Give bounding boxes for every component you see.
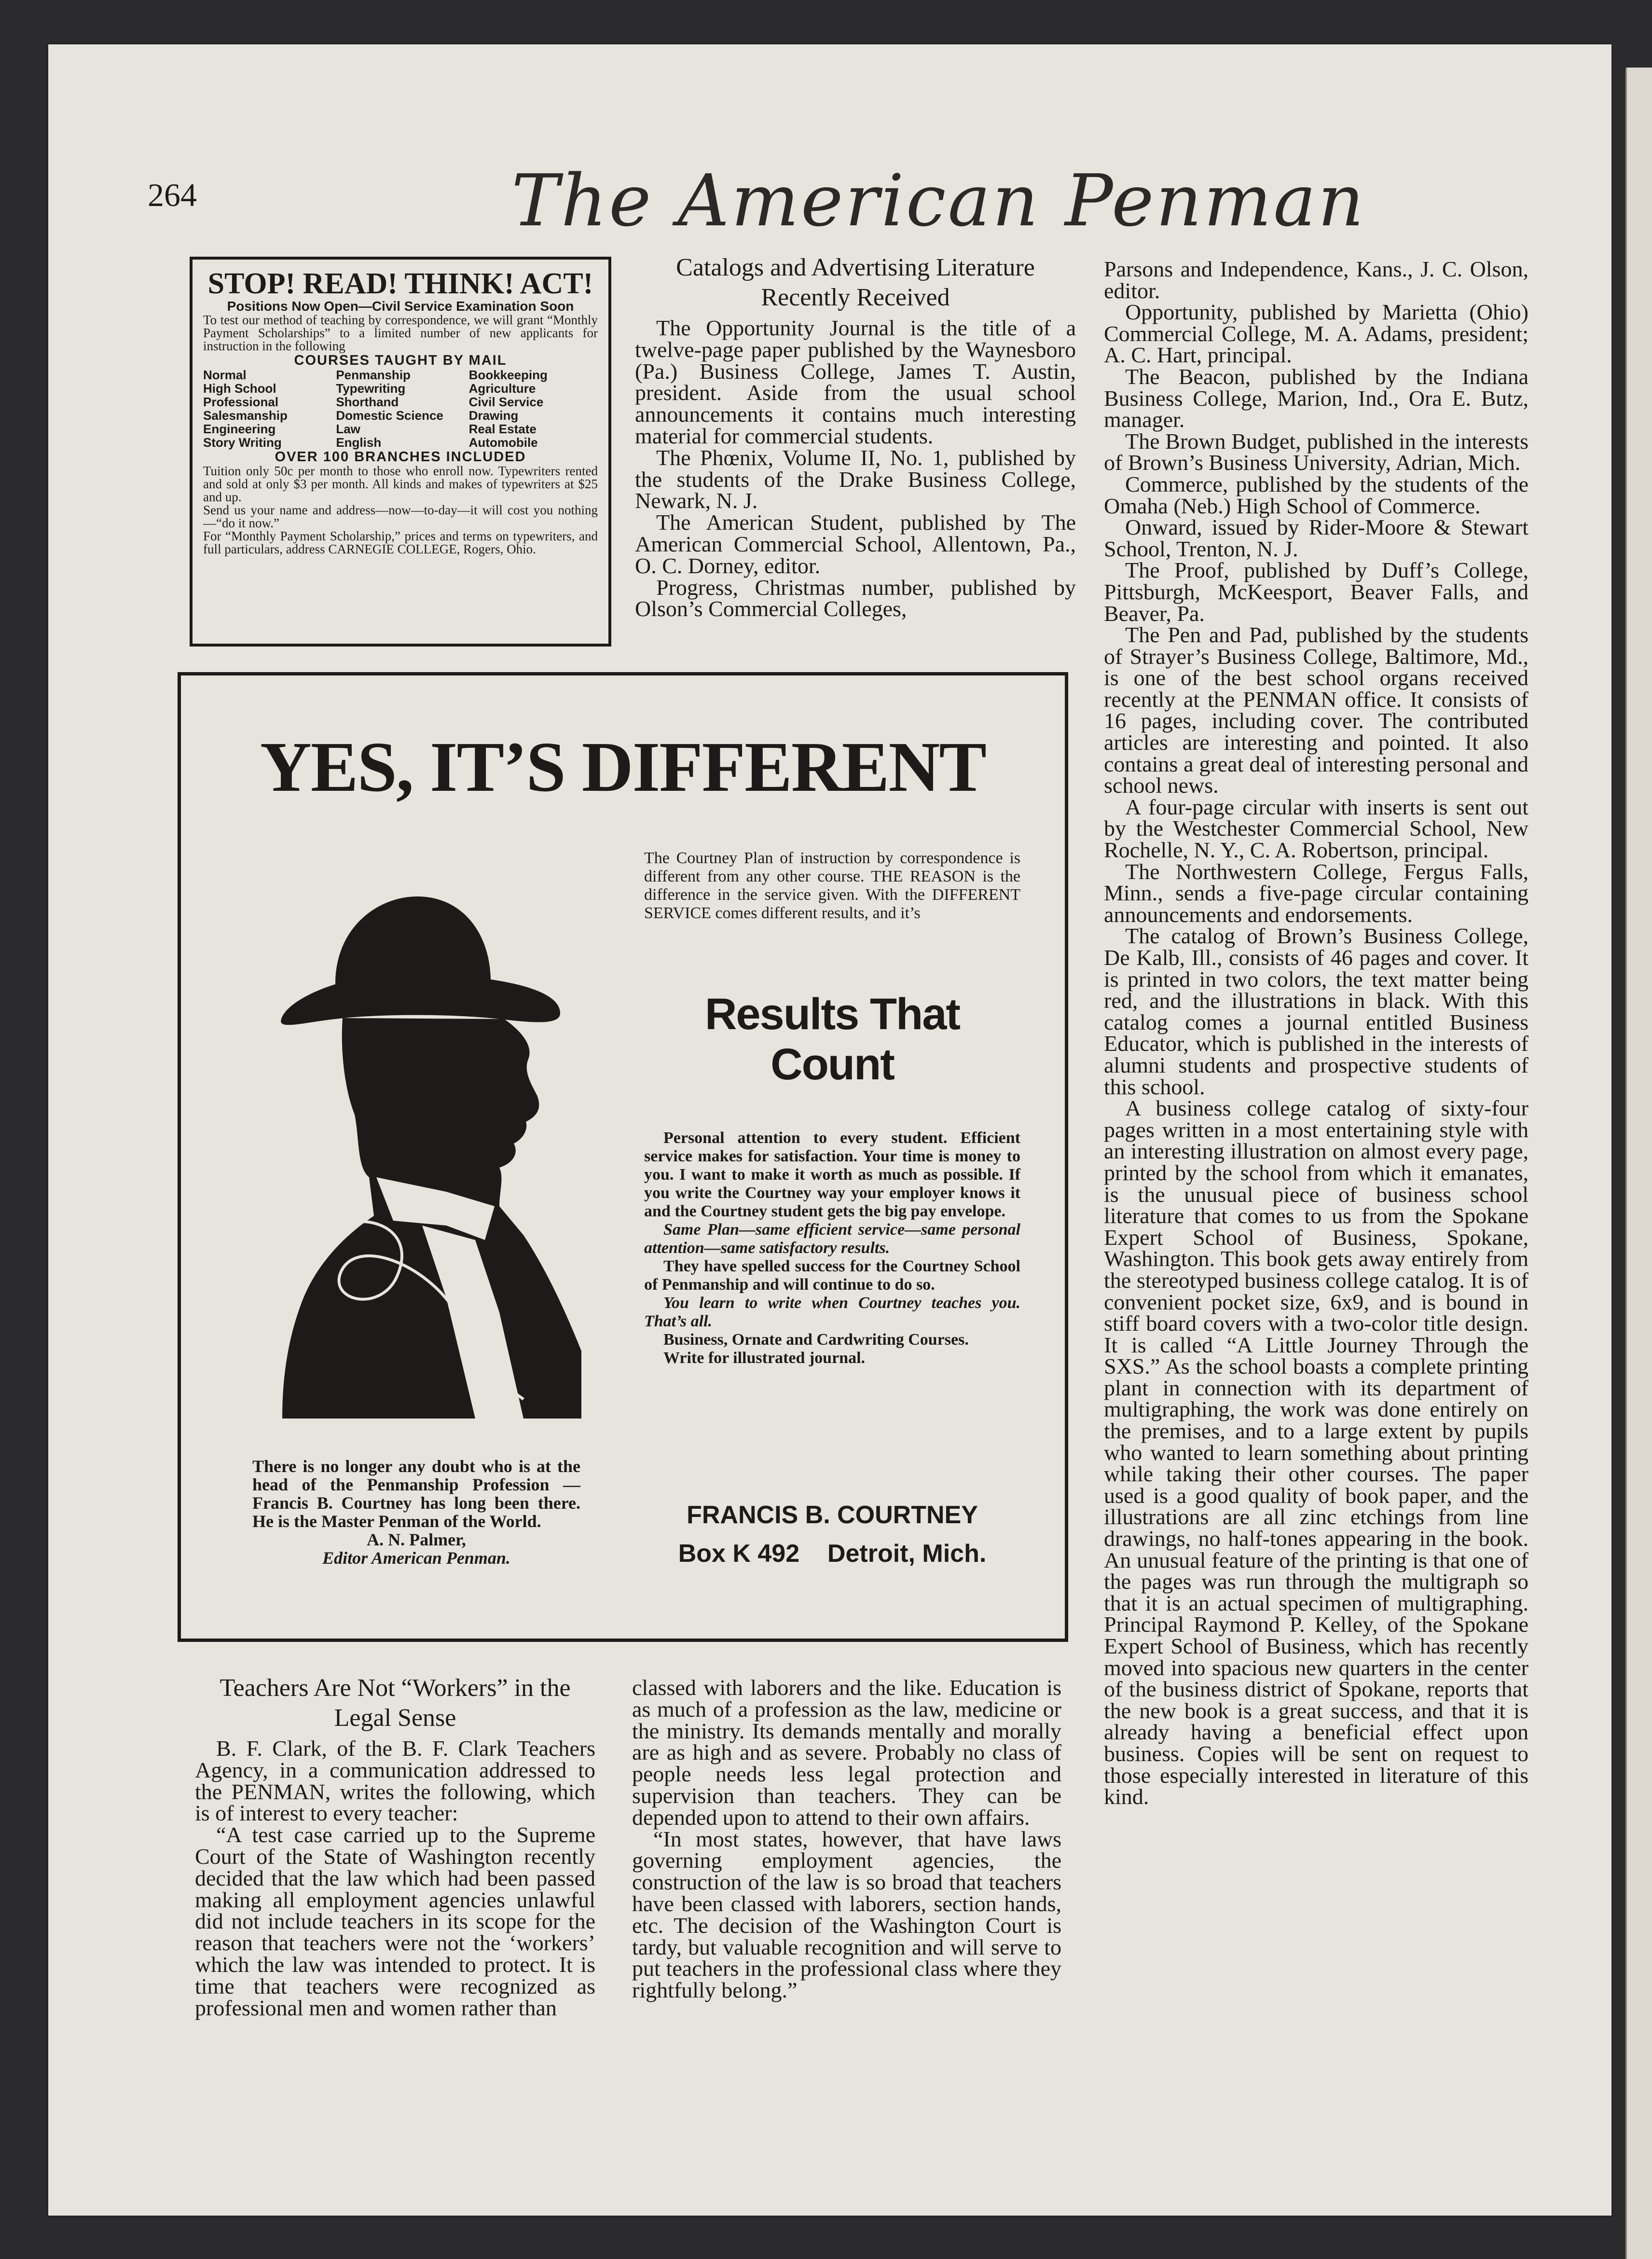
course-item: High School xyxy=(203,381,276,396)
paragraph: A business college catalog of sixty-four pages written in a most entertaining style with an interesting illustration on almost every page, printed by the school from which it emanates, is the unusual piece of business school literature that comes to us from the Spokane Expert School of Business, Spokane, Washington. This book gets away entirely from the stereotyped business college catalog. It is of convenient pocket size, 6x9, and is bound in stiff board covers with a two-color title design. It is called “A Little Journey Through the SXS.” As the school boasts a complete printing plant in connection with its department of multigraphing, the work was done entirely on the premises, and to a large extent by pupils who wanted to learn something about printing while taking their other courses. The paper used is a good quality of book paper, and the illustrations are all zinc etchings from line drawings, no half-tones appearing in the book. An unusual feature of the printing is that one of the pages was run through the multigraph so that it is an actual specimen of multigraphing. Principal Raymond P. Kelley, of the Spokane Expert School of Business, which has recently moved into spacious new quarters in the center of the business district of Spokane, reports that the new book is a great success, and that it is already having a beneficial effect upon business. Copies will be sent on request to those especially interested in literature of this kind. xyxy=(1104,1096,1528,1809)
paragraph: Onward, issued by Rider-Moore & Stewart School, Trenton, N. J. xyxy=(1104,515,1528,561)
course-item: Automobile xyxy=(468,435,538,450)
masthead: The American Penman xyxy=(511,159,1366,242)
ad-body xyxy=(644,1129,1020,1367)
quote-title: Editor American Penman. xyxy=(322,1548,510,1568)
course-item: Civil Service xyxy=(468,395,544,409)
stop-body: Tuition only 50c per month to those who enroll now. Typewriters rented and sold at only $3 per month. All kinds and makes of typewriters at $25 and up. xyxy=(203,464,598,504)
adjacent-page-edge xyxy=(1625,68,1652,2259)
signature-name: FRANCIS B. COURTNEY xyxy=(687,1501,978,1529)
teachers-heading: Teachers Are Not “Workers” in the Legal Sense xyxy=(220,1674,571,1732)
paragraph: The catalog of Brown’s Business College, De Kalb, Ill., consists of 46 pages and cover. It is printed in two colors, the text matter being red, and the illustrations in black. With this catalog comes a journal entitled Business Educator, which is published in the interests of alumni students and prospective students of this school. xyxy=(1104,923,1528,1099)
paragraph: The American Student, published by The American Commercial School, Allentown, Pa., O. C. Dorney, editor. xyxy=(635,510,1076,578)
teachers-article xyxy=(195,1673,595,2019)
paragraph: B. F. Clark, of the B. F. Clark Teachers Agency, in a communication addressed to the PENMAN, writes the following, which is of interest to every teacher: xyxy=(195,1736,595,1826)
paragraph: Progress, Christmas number, published by Olson’s Commercial Colleges, xyxy=(635,575,1076,621)
paragraph: Write for illustrated journal. xyxy=(663,1349,866,1367)
stop-intro: To test our method of teaching by correspondence, we will grant “Monthly Payment Scholarships” to a limited number of new applicants for instruction in the following xyxy=(203,313,598,353)
stop-address: For “Monthly Payment Scholarship,” prices and terms on typewriters, and full particulars, address CARNEGIE COLLEGE, Rogers, Ohio. xyxy=(203,529,598,556)
paragraph: Personal attention to every student. Efficient service makes for satisfaction. Your time is money to you. I want to make it worth as much as possible. If you write the Courtney way your employer knows it and the Courtney student gets the big pay envelope. xyxy=(644,1129,1020,1220)
signature-address: Box K 492 Detroit, Mich. xyxy=(678,1540,987,1568)
course-item: Normal xyxy=(203,368,247,382)
paragraph: Opportunity, published by Marietta (Ohio) Commercial College, M. A. Adams, president; A. C. Hart, principal. xyxy=(1104,300,1528,368)
quote-text: There is no longer any doubt who is at the head of the Penmanship Profession —Francis B. Courtney has long been there. He is the Master Penman of the World. xyxy=(252,1457,580,1531)
palmer-quote xyxy=(252,1457,580,1567)
branches-line: OVER 100 BRANCHES INCLUDED xyxy=(275,449,526,465)
carnegie-college-ad xyxy=(190,257,611,647)
course-item: English xyxy=(336,435,382,450)
course-item: Story Writing xyxy=(203,435,282,450)
paragraph: Same Plan—same efficient service—same personal attention—same satisfactory results. xyxy=(644,1221,1020,1257)
courses-list xyxy=(203,368,598,449)
course-item: Shorthand xyxy=(336,395,399,409)
teachers-article-continued xyxy=(632,1677,1061,2001)
course-item: Bookkeeping xyxy=(468,368,548,382)
stop-send: Send us your name and address—now—to-day—it will cost you nothing—“do it now.” xyxy=(203,503,598,530)
paragraph: They have spelled success for the Courtney School of Penmanship and will continue to do so. xyxy=(644,1257,1020,1294)
paragraph: A four-page circular with inserts is sent out by the Westchester Commercial School, New Rochelle, N. Y., C. A. Robertson, principal. xyxy=(1104,794,1528,863)
paragraph: The Phœnix, Volume II, No. 1, published by the students of the Drake Business College, Newark, N. J. xyxy=(635,445,1076,513)
paragraph: Business, Ornate and Cardwriting Courses. xyxy=(663,1331,969,1349)
course-item: Typewriting xyxy=(336,381,406,396)
course-item: Agriculture xyxy=(468,381,536,396)
course-item: Law xyxy=(336,422,360,436)
courtney-advertisement xyxy=(178,672,1068,1642)
paragraph: The Brown Budget, published in the interests of Brown’s Business University, Adrian, Mich. xyxy=(1104,428,1528,475)
catalogs-article xyxy=(635,253,1076,620)
paragraph: You learn to write when Courtney teaches you. That’s all. xyxy=(644,1294,1020,1330)
catalogs-continued xyxy=(1104,259,1528,1808)
silhouette-portrait xyxy=(273,840,581,1419)
ad-headline: YES, IT’S DIFFERENT xyxy=(260,728,986,807)
course-item: Penmanship xyxy=(336,368,411,382)
paragraph: The Pen and Pad, published by the students of Strayer’s Business College, Baltimore, Md., is one of the best school organs received recently at the PENMAN office. It consists of 16 pages, including cover. The contributed articles are interesting and pointed. It also contains a great deal of interesting personal and school news. xyxy=(1104,622,1528,798)
ad-intro: The Courtney Plan of instruction by correspondence is different from any other course. THE REASON is the difference in the service given. With the DIFFERENT SERVICE comes different results, and it’s xyxy=(644,849,1020,922)
paragraph: The Opportunity Journal is the title of a twelve-page paper published by the Waynesboro (Pa.) Business College, James T. Austin, president. Aside from the usual school announcements it contains much interesting material for commercial students. xyxy=(635,316,1076,448)
paragraph: The Beacon, published by the Indiana Business College, Marion, Ind., Ora E. Butz, manager. xyxy=(1104,364,1528,432)
catalogs-heading: Catalogs and Advertising Literature Recently Received xyxy=(676,254,1035,311)
course-item: Drawing xyxy=(468,408,519,423)
quote-author: A. N. Palmer, xyxy=(367,1530,466,1549)
course-item: Engineering xyxy=(203,422,276,436)
stop-subtitle: Positions Now Open—Civil Service Examination Soon xyxy=(227,299,574,314)
paragraph: classed with laborers and the like. Education is as much of a profession as the law, medicine or the ministry. Its demands mentally and morally are as high and as severe. Probably no class of people needs less legal protection and supervision than teachers. They can be depended upon to attend to their own affairs. xyxy=(632,1675,1061,1830)
paragraph: The Proof, published by Duff’s College, Pittsburgh, McKeesport, Beaver Falls, and Beaver, Pa. xyxy=(1104,558,1528,626)
paragraph: “In most states, however, that have laws governing employment agencies, the construction of the law is so broad that teachers have been classed with laborers, section hands, etc. The decision of the Washington Court is tardy, but valuable recognition and will serve to put teachers in the professional class where they rightfully belong.” xyxy=(632,1826,1061,2003)
ad-signature xyxy=(644,1496,1020,1573)
results-headline: Results That Count xyxy=(704,990,960,1089)
course-item: Domestic Science xyxy=(336,408,443,423)
course-item: Salesmanship xyxy=(203,408,288,423)
paragraph: Parsons and Independence, Kans., J. C. Olson, editor. xyxy=(1104,257,1528,303)
course-item: Real Estate xyxy=(468,422,537,436)
course-item: Professional xyxy=(203,395,279,409)
paragraph: “A test case carried up to the Supreme Court of the State of Washington recently decided that the law which had been passed making all employment agencies unlawful did not include teachers in its scope for the reason that teachers were not the ‘workers’ which the law was intended to protect. It is time that teachers were recognized as professional men and women rather than xyxy=(195,1822,595,2020)
page-number: 264 xyxy=(148,177,197,213)
hat-silhouette xyxy=(281,896,560,1025)
paragraph: The Northwestern College, Fergus Falls, Minn., sends a five-page circular containing announcements and endorsements. xyxy=(1104,859,1528,927)
paragraph: Commerce, published by the students of the Omaha (Neb.) High School of Commerce. xyxy=(1104,471,1528,518)
stop-title: STOP! READ! THINK! ACT! xyxy=(207,267,593,300)
courses-heading: COURSES TAUGHT BY MAIL xyxy=(294,353,507,368)
